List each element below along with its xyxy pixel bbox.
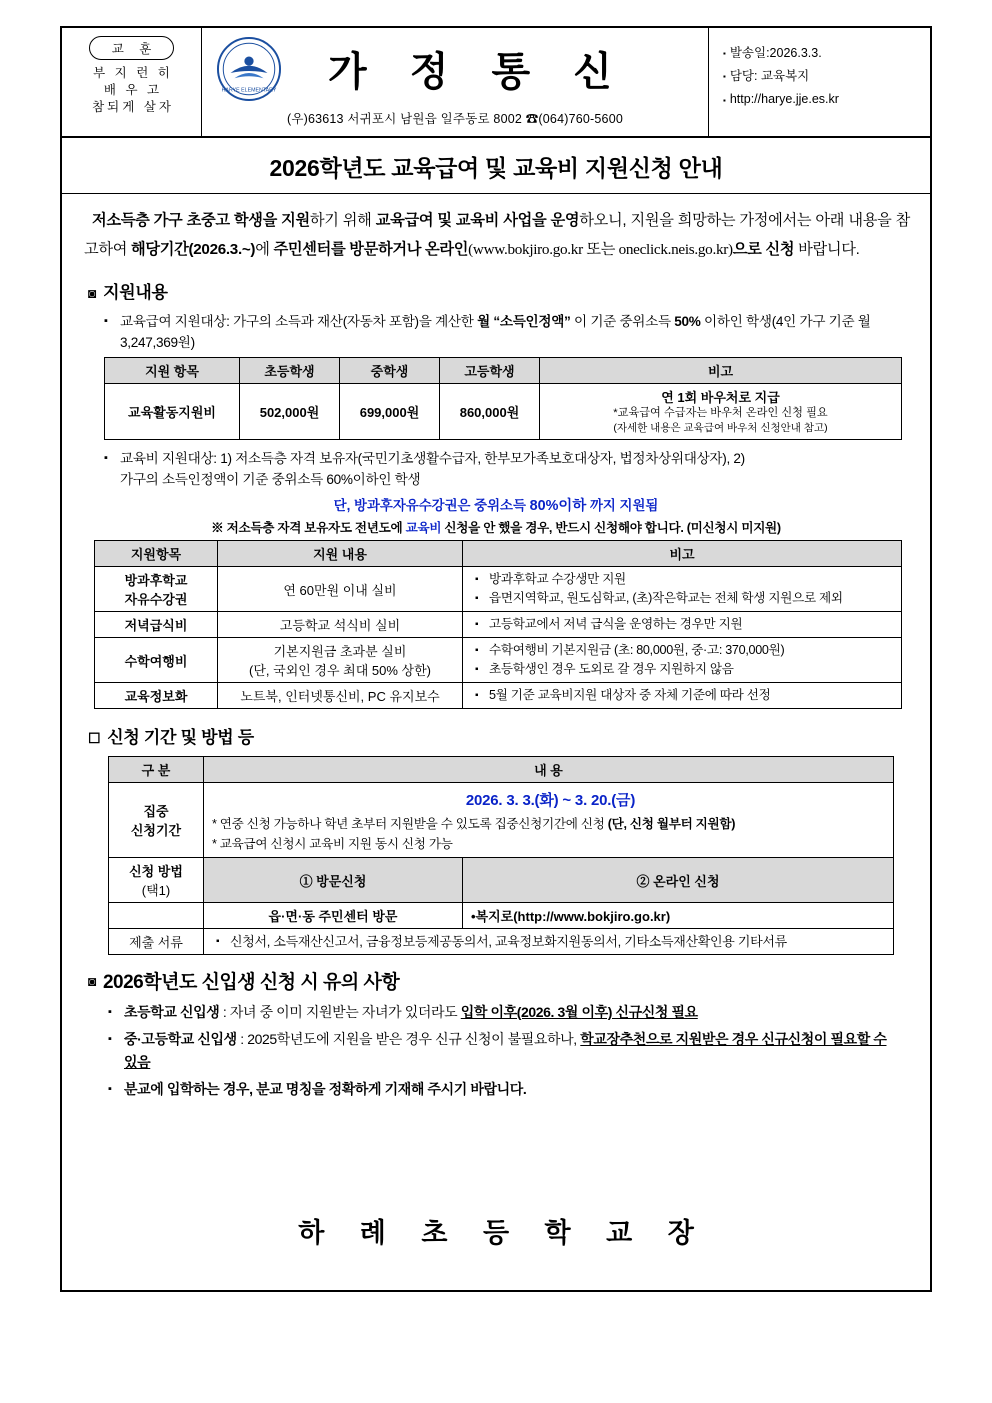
td2-content-2-l1: 기본지원금 초과분 실비 <box>273 644 407 659</box>
page-title: 2026학년도 교육급여 및 교육비 지원신청 안내 <box>62 138 930 194</box>
td-high-amount: 860,000원 <box>440 384 540 440</box>
td2-item-3: 교육정보화 <box>95 683 218 709</box>
school-website: ▪ http://harye.jje.es.kr <box>723 88 930 111</box>
intro-part-3: 교육급여 및 교육비 사업을 운영 <box>375 212 580 229</box>
th-remarks: 비고 <box>540 358 902 384</box>
notes-list <box>471 641 897 679</box>
document-body <box>62 194 930 1290</box>
list-item: ▪ 5월 기준 교육비지원 대상자 중 자체 기준에 따라 선정 <box>475 686 897 705</box>
th-high: 고등학생 <box>440 358 540 384</box>
td-elementary-amount: 502,000원 <box>240 384 340 440</box>
period-label-l2: 신청기간 <box>130 823 182 838</box>
td3-period-content <box>204 783 894 858</box>
list-item: ▪ 방과후학교 수강생만 지원 <box>475 570 897 589</box>
support-amount-table-wrap <box>78 357 914 440</box>
motto-line-2: 배 우 고 <box>103 83 163 97</box>
document-frame <box>60 26 932 1292</box>
newstudent-notes-list <box>78 1001 914 1101</box>
application-table <box>108 756 894 955</box>
ns-1-a: 중·고등학교 신입생 <box>124 1031 237 1047</box>
table-header-row <box>105 358 902 384</box>
th2-item: 지원항목 <box>95 541 218 567</box>
td3-period-label <box>109 783 204 858</box>
method-value-visit: 읍·면·동 주민센터 방문 <box>204 903 463 929</box>
list-item <box>108 1001 900 1024</box>
list-item: ▪ 신청서, 소득재산신고서, 금융정보등제공동의서, 교육정보화지원동의서, 기타소득재산확인용 기타서류 <box>216 932 889 951</box>
support-details-table <box>94 540 902 709</box>
warn-c: 신청을 안 했을 경우, 반드시 신청해야 합니다. (미신청시 미지원) <box>441 521 781 535</box>
td2-notes-0 <box>463 567 902 612</box>
td2-item-2: 수학여행비 <box>95 638 218 683</box>
th-elementary: 초등학생 <box>240 358 340 384</box>
intro-part-5: 해당기간(2026.3.~) <box>131 241 256 258</box>
th2-remarks: 비고 <box>463 541 902 567</box>
warn-a: ※ 저소득층 자격 보유자도 전년도에 <box>211 521 406 535</box>
list-item <box>104 311 914 353</box>
free-course-note <box>78 494 914 515</box>
school-emblem-icon <box>216 36 282 102</box>
td2-notes-2 <box>463 638 902 683</box>
list-item <box>108 1078 900 1101</box>
list-item: ▪ 읍면지역학교, 원도심학교, (초)작은학교는 전체 학생 지원으로 제외 <box>475 589 897 608</box>
td3-method-label <box>109 858 204 903</box>
notes-list <box>471 686 897 705</box>
list-item: ▪ 고등학교에서 저녁 급식을 운영하는 경우만 지원 <box>475 615 897 634</box>
ns-0-b: : 자녀 중 이미 지원받는 자녀가 있더라도 <box>219 1004 461 1020</box>
td2-content-0: 연 60만원 이내 실비 <box>218 567 463 612</box>
td3-docs-value <box>204 929 894 955</box>
table-row <box>95 638 902 683</box>
b1-part-3: 이 기준 중위소득 <box>570 314 675 329</box>
section-marker-icon: ◙ <box>88 285 97 301</box>
period-note-1b: (단, 신청 월부터 지원함) <box>607 817 736 831</box>
td-middle-amount: 699,000원 <box>340 384 440 440</box>
method-label-l2: (택1) <box>141 883 171 898</box>
b2-line-1: 교육비 지원대상: 1) 저소득층 자격 보유자(국민기초생활수급자, 한부모가족보호대상자, 법정차상위대상자), 2) <box>120 451 745 466</box>
intro-part-10: 바랍니다. <box>794 241 860 258</box>
support-details-table-wrap <box>78 540 914 709</box>
intro-part-2: 하기 위해 <box>309 212 376 229</box>
section-marker-square-icon: ☐ <box>88 730 101 746</box>
method-value-online: •복지로(http://www.bokjiro.go.kr) <box>463 903 894 929</box>
period-note-2: * 교육급여 신청시 교육비 지원 동시 신청 가능 <box>212 837 453 851</box>
td2-content-3: 노트북, 인터넷통신비, PC 유지보수 <box>218 683 463 709</box>
section-support-content-heading <box>88 278 914 303</box>
b1-part-5: 이하인 학생(4인 가구 기준 월3,247,369원) <box>120 314 871 350</box>
table-row <box>95 683 902 709</box>
docs-list <box>212 932 889 951</box>
motto-line-1: 부 지 런 히 <box>93 66 173 80</box>
td3-docs-label: 제출 서류 <box>109 929 204 955</box>
period-label-l1: 집중 <box>143 804 169 819</box>
ns-2-b: 분교에 입학하는 경우, 분교 명칭을 정확하게 기재해 주시기 바랍니다. <box>124 1081 527 1097</box>
td2-notes-3 <box>463 683 902 709</box>
free-course-note-b: 80%이하 <box>529 498 587 514</box>
table-row <box>109 903 894 929</box>
method-head-online: ② 온라인 신청 <box>463 858 894 903</box>
intro-part-9: 으로 신청 <box>732 241 795 258</box>
send-date: ▪ 발송일:2026.3.3. <box>723 42 930 65</box>
section-marker-icon-2: ◙ <box>88 973 96 989</box>
period-note-1a: * 연중 신청 가능하나 학년 초부터 지원받을 수 있도록 집중신청기간에 신청 <box>212 817 608 831</box>
eligibility-bullet-list-2 <box>78 448 914 490</box>
b2-line-2: 가구의 소득인정액이 기준 중위소득 60%이하인 학생 <box>120 472 421 487</box>
motto-line-3: 참되게 살자 <box>92 100 174 114</box>
remark-line-1: *교육급여 수급자는 바우처 온라인 신청 필요 <box>613 407 828 419</box>
school-address: (우)63613 서귀포시 남원읍 일주동로 8002 ☎(064)760-5600 <box>286 111 624 126</box>
td2-content-1: 고등학교 석식비 실비 <box>218 612 463 638</box>
intro-part-1: 저소득층 가구 초중고 학생을 지원 <box>92 212 310 229</box>
table-row <box>105 384 902 440</box>
td2-item-0-l2: 자유수강권 <box>124 592 188 607</box>
remark-title: 연 1회 바우처로 지급 <box>661 390 780 405</box>
list-item <box>108 1028 900 1074</box>
method-label-l1: 신청 방법 <box>129 864 183 879</box>
list-item: ▪ 수학여행비 기본지원금 (초: 80,000원, 중·고: 370,000원) <box>475 641 897 660</box>
free-course-note-a: 단, 방과후자유수강권은 중위소득 <box>333 498 530 513</box>
section-application-title: 신청 기간 및 방법 등 <box>107 728 254 747</box>
period-note-1 <box>212 814 889 834</box>
period-dates: 2026. 3. 3.(화) ~ 3. 20.(금) <box>465 792 636 809</box>
list-item <box>104 448 914 490</box>
notes-list <box>471 570 897 608</box>
method-head-visit: ① 방문신청 <box>204 858 463 903</box>
intro-part-6: 에 <box>255 241 274 258</box>
letterhead <box>62 28 930 138</box>
td-item-label: 교육활동지원비 <box>105 384 240 440</box>
td2-item-0-l1: 방과후학교 <box>124 573 188 588</box>
intro-part-7: 주민센터를 방문하거나 온라인 <box>273 241 469 258</box>
remark-line-2: (자세한 내용은 교육급여 바우처 신청안내 참고) <box>613 422 828 434</box>
school-signature: 하 례 초 등 학 교 장 <box>298 1218 708 1248</box>
must-apply-warning <box>78 517 914 536</box>
td2-item-0 <box>95 567 218 612</box>
notes-list <box>471 615 897 634</box>
letterhead-info <box>708 28 930 136</box>
table-header-row <box>109 757 894 783</box>
b1-part-4: 50% <box>674 314 701 329</box>
ns-0-a: 초등학교 신입생 <box>124 1004 220 1020</box>
list-item: ▪ 초등학생인 경우 도외로 갈 경우 지원하지 않음 <box>475 660 897 679</box>
letterhead-center <box>202 28 708 136</box>
table-header-row <box>95 541 902 567</box>
td-remarks <box>540 384 902 440</box>
th-item: 지원 항목 <box>105 358 240 384</box>
th3-content: 내 용 <box>204 757 894 783</box>
b1-part-1: 교육급여 지원대상: 가구의 소득과 재산(자동차 포함)을 계산한 <box>120 314 478 329</box>
table-row <box>95 567 902 612</box>
table-row <box>109 929 894 955</box>
svg-text:HARYE ELEMENTARY: HARYE ELEMENTARY <box>221 87 277 94</box>
th3-category: 구 분 <box>109 757 204 783</box>
contact-dept: ▪ 담당: 교육복지 <box>723 65 930 88</box>
td2-item-1: 저녁급식비 <box>95 612 218 638</box>
table-row <box>109 858 894 903</box>
bulletin-title: 가 정 통 신 <box>328 49 628 94</box>
support-amount-table <box>104 357 902 440</box>
ns-1-c: 학교장추천으로 지원받은 경우 신규신청이 필요할 수 있음 <box>124 1031 887 1070</box>
td2-content-2 <box>218 638 463 683</box>
warn-b: 교육비 <box>405 521 442 535</box>
section-application-heading <box>88 723 914 748</box>
intro-paragraph <box>84 206 910 264</box>
th2-content: 지원 내용 <box>218 541 463 567</box>
table-row <box>95 612 902 638</box>
application-table-wrap <box>78 756 914 955</box>
eligibility-bullet-list-1 <box>78 311 914 353</box>
table-row <box>109 783 894 858</box>
td3-method-label-spacer <box>109 903 204 929</box>
section-support-content-title: 지원내용 <box>103 283 168 302</box>
td2-notes-1 <box>463 612 902 638</box>
section-newstudent-title: 2026학년도 신입생 신청 시 유의 사항 <box>102 972 400 993</box>
td2-content-2-l2: (단, 국외인 경우 최대 50% 상한) <box>249 663 431 678</box>
ns-1-b: : 2025학년도에 지원을 받은 경우 신규 신청이 불필요하나, <box>236 1031 581 1047</box>
intro-part-4: 하오니, 지원을 희망하는 가정에서는 아래 내용을 참고하여 <box>84 212 910 258</box>
motto-title: 교 훈 <box>89 36 175 60</box>
free-course-note-c: 까지 지원됨 <box>586 498 659 513</box>
section-newstudent-heading <box>88 967 914 994</box>
ns-0-c: 입학 이후(2026. 3월 이후) 신규신청 필요 <box>460 1004 698 1020</box>
th-middle: 중학생 <box>340 358 440 384</box>
b1-part-2: 월 “소득인정액” <box>477 314 571 329</box>
intro-part-8: (www.bokjiro.go.kr 또는 oneclick.neis.go.kr) <box>468 241 733 258</box>
school-motto-box <box>62 28 202 136</box>
